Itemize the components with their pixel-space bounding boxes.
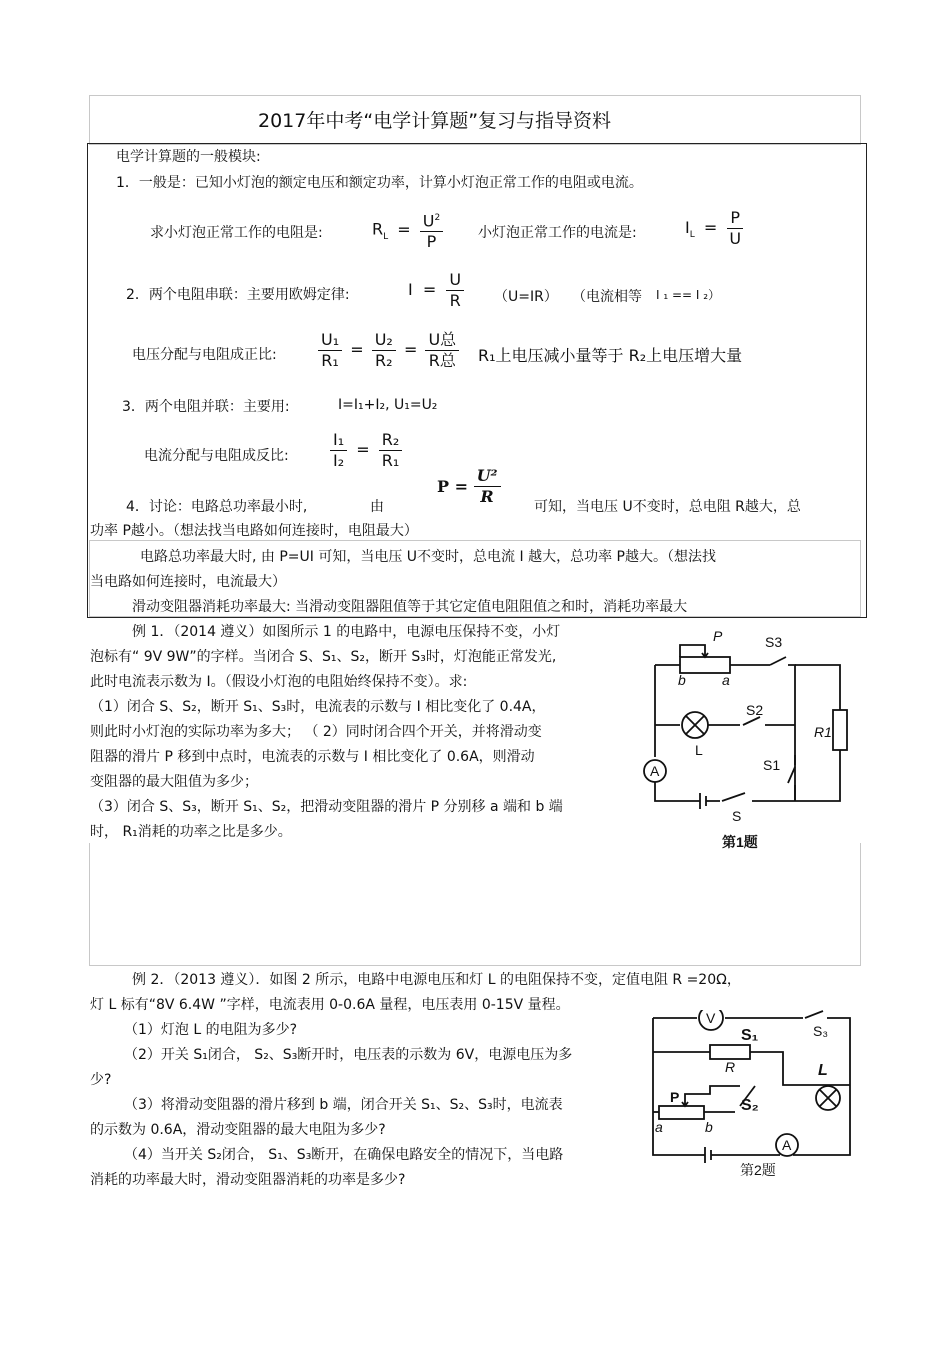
fig2-ammeter: A	[782, 1137, 792, 1153]
fig2-s3: S₃	[813, 1023, 829, 1039]
example-1-line-7: （3）闭合 S、S₃，断开 S₁、S₂，把滑动变阻器的滑片 P 分别移 a 端和 b 端	[90, 799, 563, 815]
fig2-s2: S₂	[741, 1097, 759, 1114]
fig1-s: S	[732, 808, 742, 824]
fig2-caption: 第2题	[740, 1162, 776, 1178]
m2-i-equal: I ₁ == I ₂）	[656, 288, 721, 302]
module-3: 3．两个电阻并联：主要用:	[122, 399, 290, 415]
fig1-r1: R1	[814, 724, 832, 740]
example-2-line-7: （4）当开关 S₂闭合， S₁、S₃断开，在确保电路安全的情况下，当电路	[124, 1147, 564, 1163]
module-4d: 功率 P越小。（想法找当电路如何连接时，电阻最大）	[90, 523, 418, 539]
example-2-line-0: 例 2．（2013 遵义）．如图 2 所示，电路中电源电压和灯 L 的电阻保持不变，定值电阻 R =20Ω，	[132, 972, 741, 988]
fig1-l: L	[695, 742, 703, 758]
answer-frame	[89, 843, 861, 966]
module-4g: 滑动变阻器消耗功率最大: 当滑动变阻器阻值等于其它定值电阻阻值之和时，消耗功率最大	[132, 599, 688, 615]
circuit-figure-2	[645, 1010, 860, 1185]
example-1-line-8: 时， R₁消耗的功率之比是多少。	[90, 824, 292, 840]
formula-il: $I_L$ = $\frac{P}{U}$	[685, 208, 744, 249]
fig2-r: R	[725, 1059, 736, 1075]
module-4a: 4．讨论：电路总功率最小时,	[126, 499, 308, 515]
example-1-line-6: 变阻器的最大阻值为多少；	[90, 774, 258, 790]
formula-voltage-ratio: $\frac{\text{U₁}}{\text{R₁}}$ = $\frac{\text{U₂}}{\text{R₂}}$ = $\frac{\text{U总}}{\text{R总}}$	[318, 330, 459, 371]
module-4c: 可知，当电压 U不变时，总电阻 R越大，总	[534, 499, 801, 515]
example-1-line-2: 此时电流表示数为 I。（假设小灯泡的电阻始终保持不变）。求:	[90, 674, 468, 690]
frac-u-r: $\frac{U}{R}$	[446, 270, 464, 311]
fig2-a: a	[655, 1119, 663, 1135]
fig1-s3: S3	[765, 634, 783, 650]
fig1-p: P	[713, 628, 723, 644]
m2-voltage-ratio-label: 电压分配与电阻成正比:	[132, 347, 277, 363]
example-1-line-1: 泡标有“ 9V 9W”的字样。当闭合 S、S₁、S₂，断开 S₃时，灯泡能正常发光,	[90, 649, 557, 665]
m1-resistance-label: 求小灯泡正常工作的电阻是:	[150, 225, 323, 241]
fig1-caption: 第1题	[722, 834, 758, 850]
fig2-l: L	[818, 1062, 828, 1079]
module-4e: 电路总功率最大时, 由 P=UI 可知，当电压 U不变时，总电流 I 越大，总功率 P越大。（想法找	[140, 549, 716, 565]
m2-decrease-note: R₁上电压减小量等于 R₂上电压增大量	[478, 346, 743, 365]
module-1: 1．一般是：已知小灯泡的额定电压和额定功率，计算小灯泡正常工作的电阻或电流。	[116, 175, 643, 191]
module-4b: 由	[370, 499, 384, 515]
frac-u2-p: $\frac{U^2}{P}$	[420, 208, 443, 252]
fig1-b: b	[678, 672, 686, 688]
fig1-s1: S1	[763, 757, 781, 773]
example-1-line-5: 阻器的滑片 P 移到中点时，电流表的示数与 I 相比变化了 0.6A，则滑动	[90, 749, 535, 765]
fig2-b: b	[705, 1119, 713, 1135]
formula-ohm: I = $\frac{U}{R}$	[408, 270, 464, 311]
intro-text: 电学计算题的一般模块:	[116, 149, 261, 165]
example-2-line-5: （3）将滑动变阻器的滑片移到 b 端，闭合开关 S₁、S₂、S₃时，电流表	[124, 1097, 563, 1113]
formula-rl: $R_L$ = $\frac{U^2}{P}$	[372, 208, 443, 252]
frac-p-u: $\frac{P}{U}$	[729, 208, 742, 248]
formula-current-ratio: $\frac{\text{I₁}}{\text{I₂}}$ = $\frac{\text{R₂}}{\text{R₁}}$	[330, 430, 402, 471]
example-2-line-2: （1）灯泡 L 的电阻为多少?	[124, 1022, 298, 1038]
m2-uir: （U=IR）	[494, 289, 558, 305]
fig2-p: P	[670, 1089, 680, 1105]
example-2-line-4: 少?	[90, 1072, 112, 1088]
example-1-line-4: 则此时小灯泡的实际功率为多大； （ 2）同时闭合四个开关，并将滑动变	[90, 724, 542, 740]
page-title: 2017年中考“电学计算题”复习与指导资料	[258, 110, 612, 132]
example-1-line-0: 例 1．（2014 遵义）如图所示 1 的电路中，电源电压保持不变，小灯	[132, 624, 561, 640]
fig2-s1: S₁	[741, 1027, 759, 1044]
m3-formula: I=I₁+I₂, U₁=U₂	[338, 397, 438, 413]
fig1-a: a	[722, 672, 730, 688]
module-2: 2．两个电阻串联：主要用欧姆定律:	[126, 287, 350, 303]
example-1-line-3: （1）闭合 S、S₂，断开 S₁、S₃时，电流表的示数与 I 相比变化了 0.4A，	[90, 699, 546, 715]
m1-current-label: 小灯泡正常工作的电流是:	[478, 225, 637, 241]
formula-p-u2-r: P = $\frac{\text{U²}}{R}$	[437, 466, 501, 507]
example-2-line-6: 的示数为 0.6A，滑动变阻器的最大电阻为多少?	[90, 1122, 386, 1138]
fig1-ammeter: A	[650, 763, 660, 779]
circuit-figure-1	[640, 625, 860, 855]
m2-equal-current: （电流相等	[572, 289, 642, 305]
example-2-line-3: （2）开关 S₁闭合， S₂、S₃断开时，电压表的示数为 6V，电源电压为多	[124, 1047, 573, 1063]
example-2-line-1: 灯 L 标有“8V 6.4W ”字样，电流表用 0-0.6A 量程，电压表用 0-15V 量程。	[90, 997, 570, 1013]
fig1-s2: S2	[746, 702, 764, 718]
module-4f: 当电路如何连接时，电流最大）	[90, 574, 286, 590]
example-2-line-8: 消耗的功率最大时，滑动变阻器消耗的功率是多少?	[90, 1172, 406, 1188]
m3-current-ratio-label: 电流分配与电阻成反比:	[144, 448, 289, 464]
fig2-voltmeter: V	[706, 1010, 716, 1026]
